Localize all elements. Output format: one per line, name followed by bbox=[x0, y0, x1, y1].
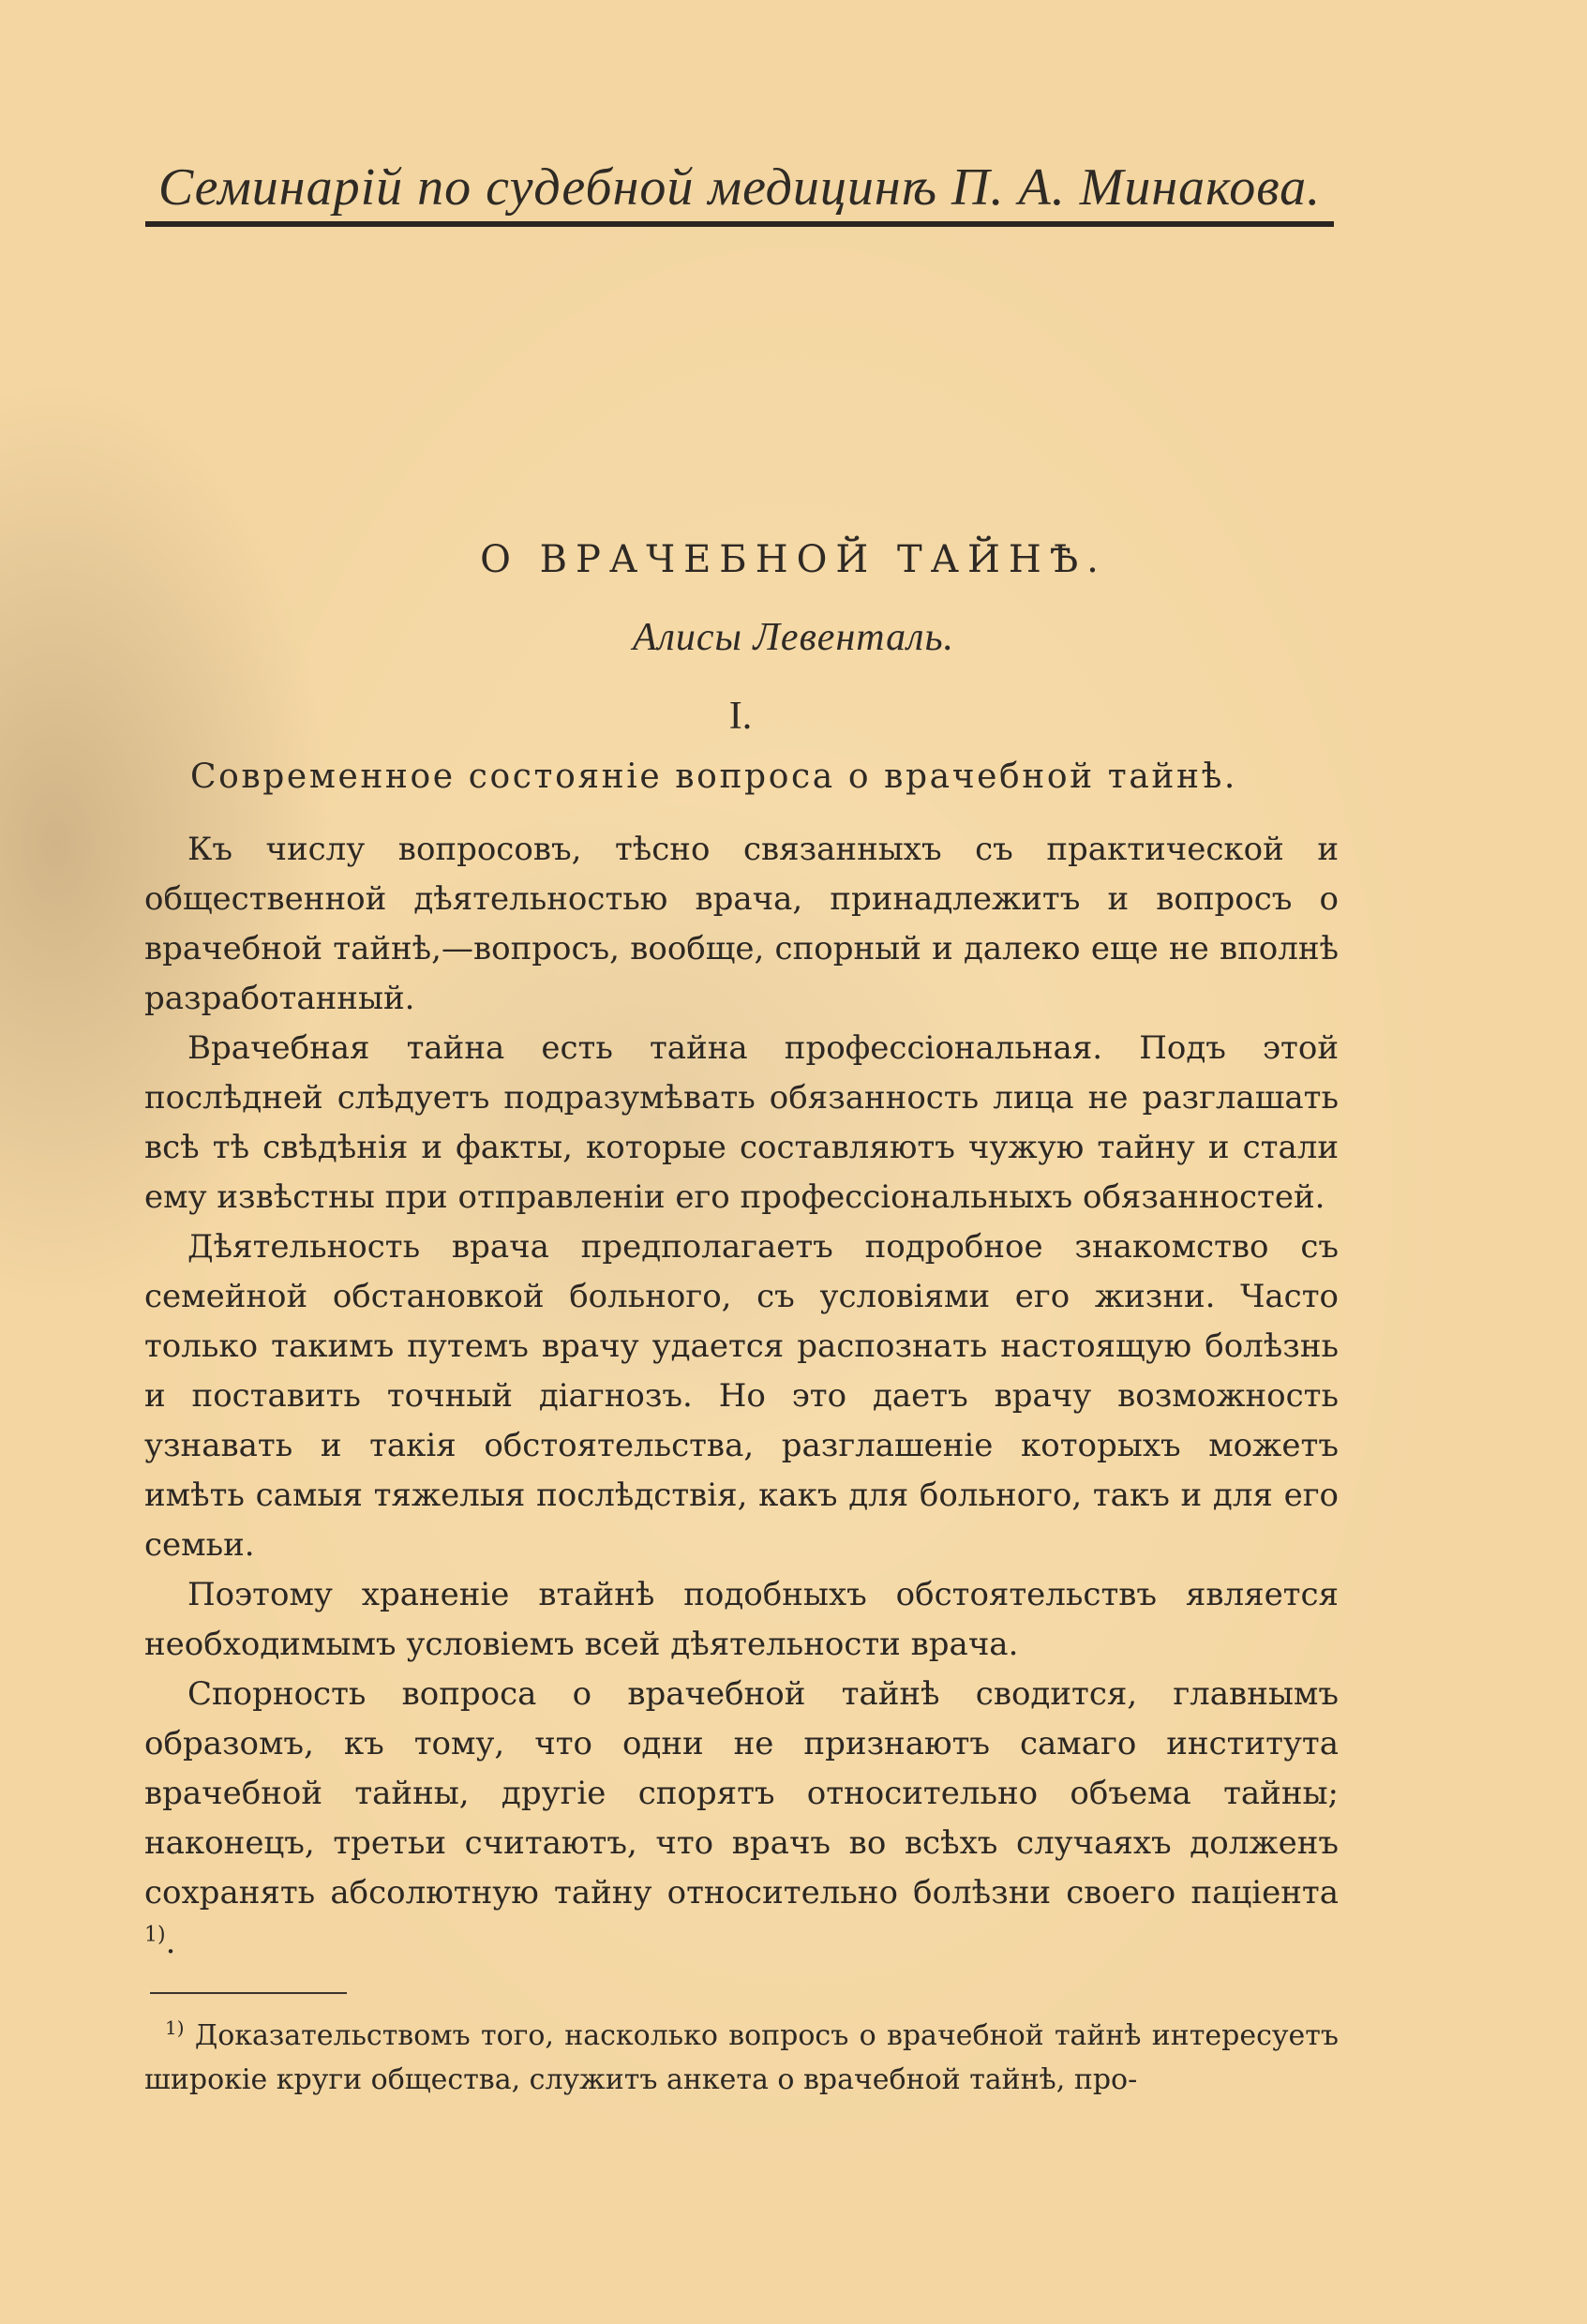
footnote-separator bbox=[150, 1992, 347, 1994]
article-title: О ВРАЧЕБНОЙ ТАЙНѢ. bbox=[480, 538, 1107, 581]
header-rule bbox=[145, 221, 1334, 227]
footnote-reference[interactable]: 1) bbox=[144, 1923, 166, 1947]
running-header: Семинарій по судебной медицинѣ П. А. Минакова. bbox=[157, 158, 1322, 217]
paragraph: Къ числу вопросовъ, тѣсно связанныхъ съ практической и общественной дѣятельностью врача, принадлежитъ и вопросъ о врачебной тайнѣ,—вопросъ, вообще, спорный и далеко еще не вполнѣ разработанный. bbox=[144, 831, 1339, 1017]
paragraph bbox=[144, 1670, 1339, 1968]
footnote-paragraph bbox=[144, 2014, 1339, 2102]
paragraph: Поэтому храненіе втайнѣ подобныхъ обстоятельствъ является необходимымъ условіемъ всей дѣятельности врача. bbox=[144, 1576, 1339, 1663]
paragraph: Врачебная тайна есть тайна профессіональная. Подъ этой послѣдней слѣдуетъ подразумѣвать обязанность лица не разглашать всѣ тѣ свѣдѣнія и факты, которые составляютъ чужую тайну и стали ему извѣстны при отправленіи его профессіональныхъ обязанностей. bbox=[144, 1029, 1339, 1216]
footnote-text: Доказательствомъ того, насколько вопросъ о врачебной тайнѣ интересуетъ широкіе круги общества, служитъ анкета о врачебной тайнѣ, про- bbox=[144, 2019, 1339, 2096]
section-title: Современное состояніе вопроса о врачебной тайнѣ. bbox=[190, 757, 1237, 796]
footnote-mark: 1) bbox=[165, 2017, 185, 2039]
paragraph-text: Спорность вопроса о врачебной тайнѣ сводится, главнымъ образомъ, къ тому, что одни не признаютъ самаго института врачебной тайны, другіе спорятъ относительно объема тайны; наконецъ, третьи считаютъ, что врачъ во всѣхъ случаяхъ долженъ сохранять абсолютную тайну относительно болѣзни своего паціента bbox=[144, 1675, 1339, 1912]
paragraph-end: . bbox=[165, 1924, 176, 1961]
section-number: I. bbox=[728, 695, 753, 738]
article-body bbox=[144, 825, 1339, 1968]
paragraph: Дѣятельность врача предполагаетъ подробное знакомство съ семейной обстановкой больного, съ условіями его жизни. Часто только такимъ путемъ врачу удается распознать настоящую болѣзнь и поставить точный діагнозъ. Но это даетъ врачу возможность узнавать и такія обстоятельства, разглашеніе которыхъ можетъ имѣть самыя тяжелыя послѣдствія, какъ для больного, такъ и для его семьи. bbox=[144, 1228, 1339, 1564]
article-author: Алисы Левенталь. bbox=[632, 616, 955, 659]
footnote bbox=[144, 2014, 1339, 2102]
